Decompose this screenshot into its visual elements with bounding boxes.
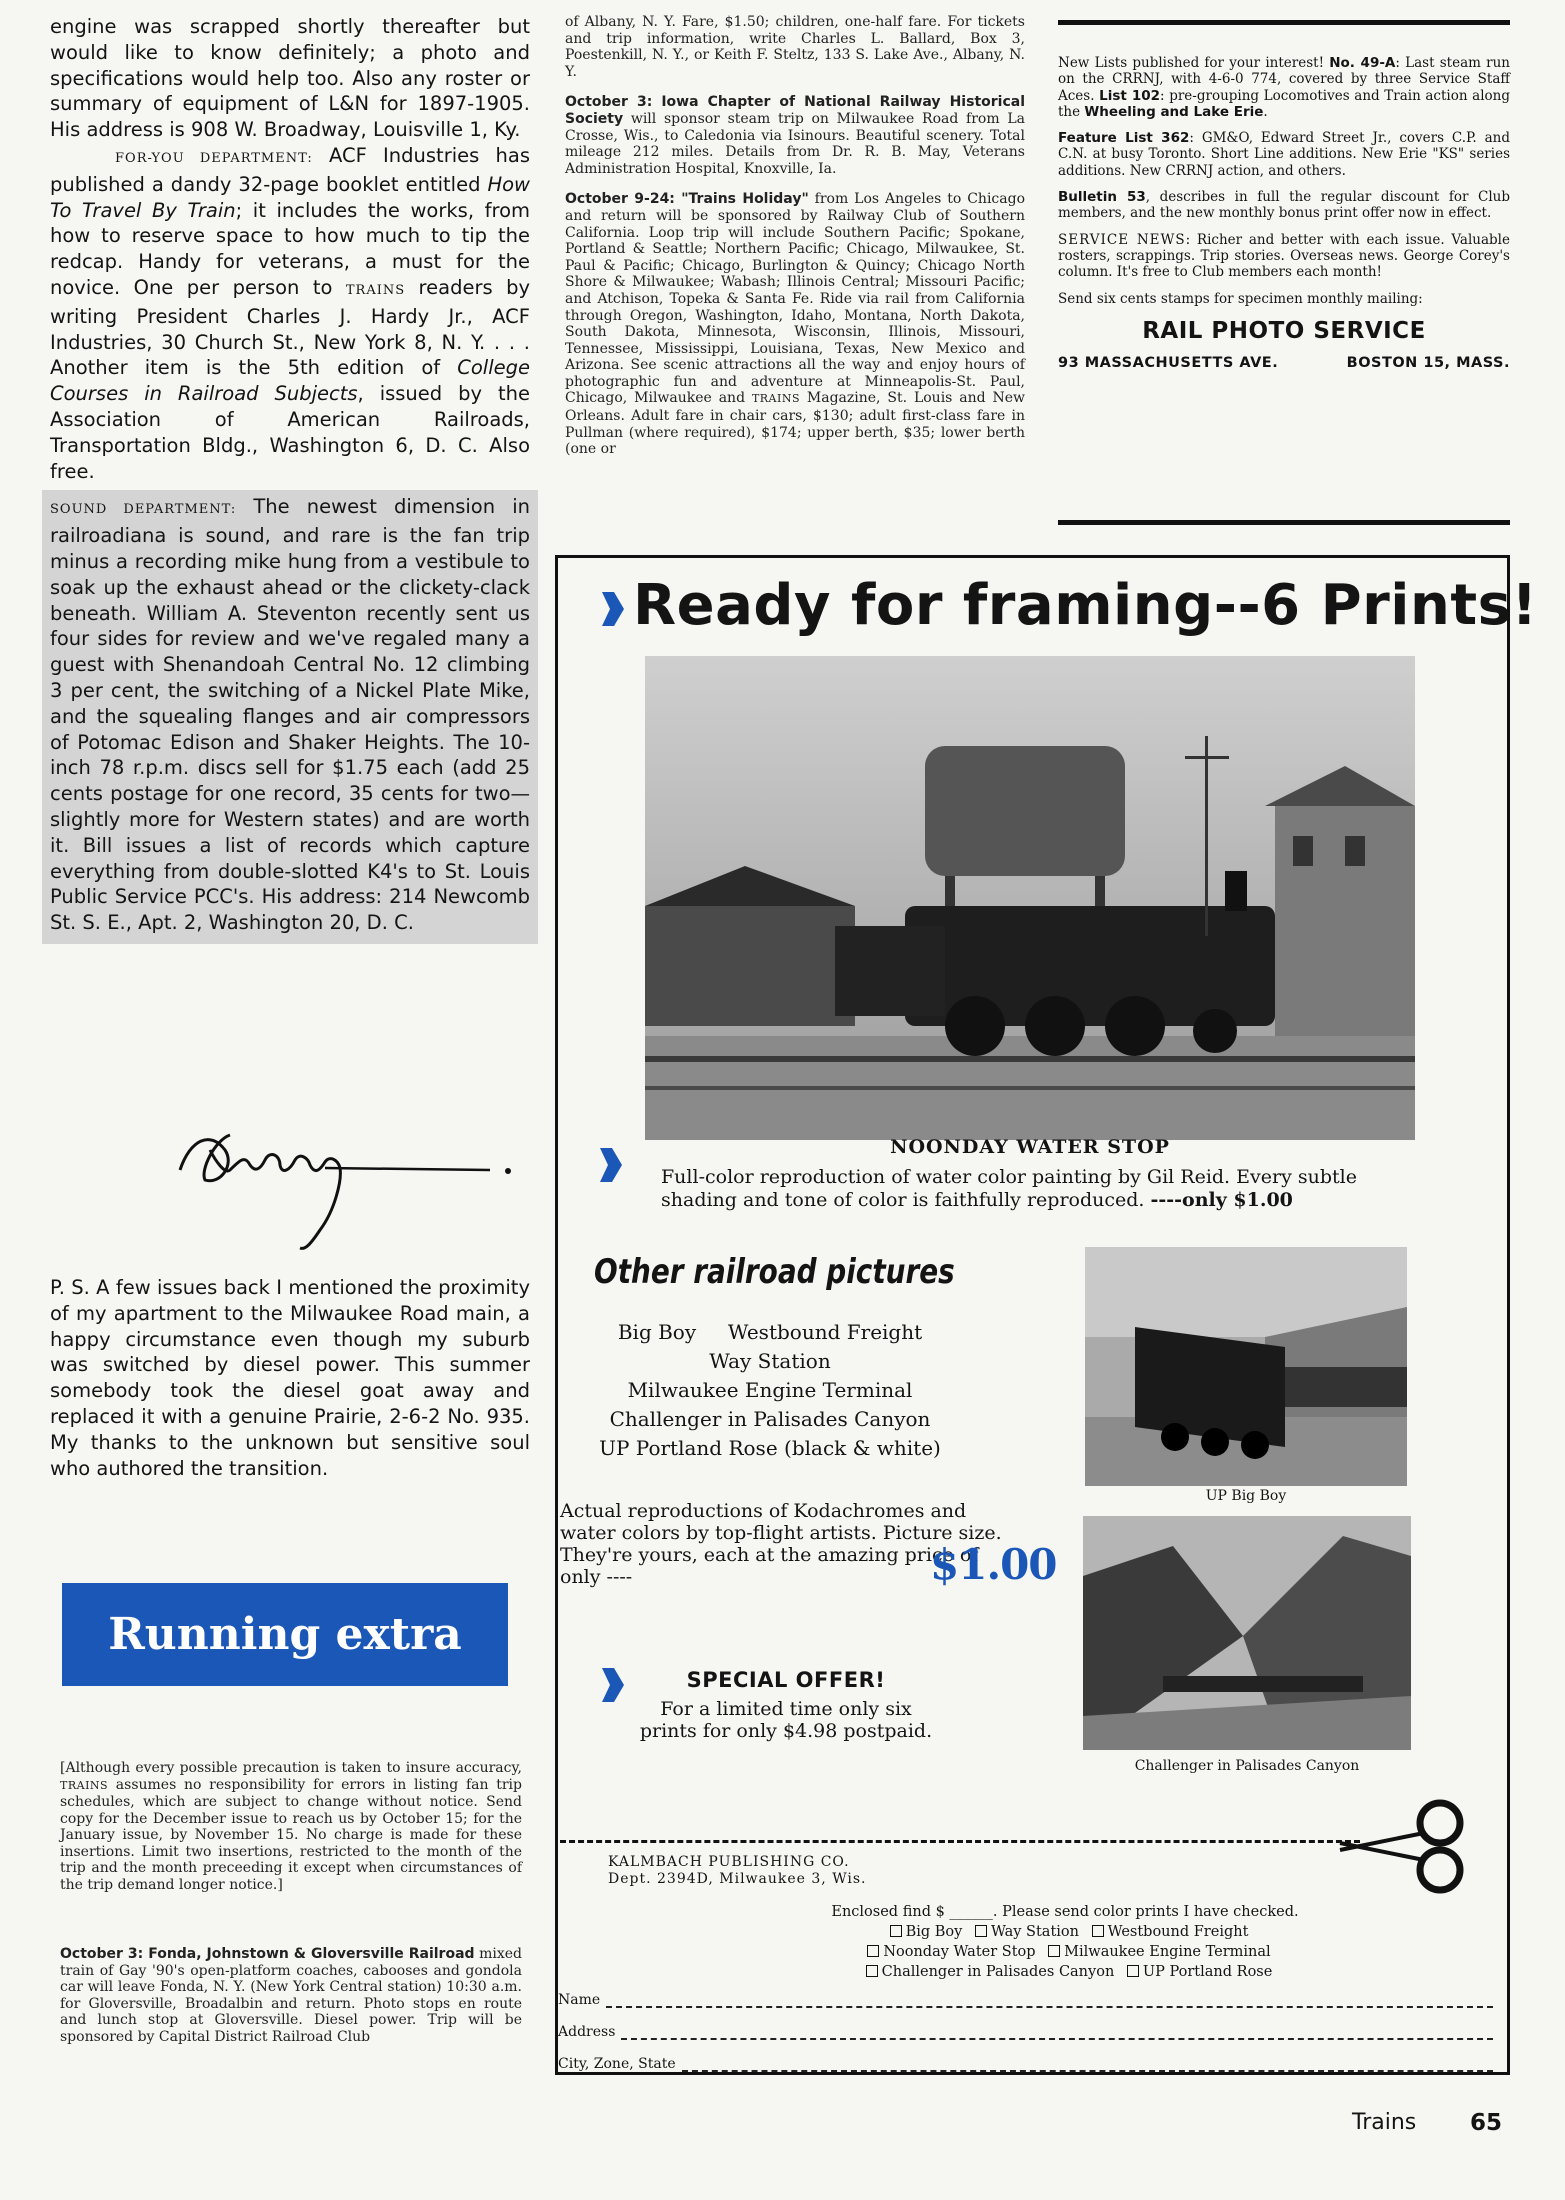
rail-photo-service-box <box>1058 20 1510 525</box>
rps-p2-b: : GM&O, Edward Street Jr., covers C.P. and C.N. at busy Toronto. Short Line additions. New Erie "KS" series additions. New CRRNJ action, and others. <box>1058 130 1510 179</box>
rps-p2-a: Feature List 362 <box>1058 130 1190 147</box>
iowa-text: will sponsor steam trip on Milwaukee Road from La Crosse, Wis., to Caledonia via Isinours. Beautiful scenery. Total mileage 212 miles. Details from Dr. R. B. May, Veterans Administration Hospital, Knoxville, Ia. <box>565 110 1025 177</box>
middle-column <box>565 14 1025 472</box>
sound-department-box <box>42 490 538 944</box>
blue-arrow-icon <box>598 1140 622 1190</box>
disclaimer-text-a: [Although every possible precaution is taken to insure accuracy, <box>60 1760 522 1776</box>
painting-price: ----only $1.00 <box>1150 1189 1293 1211</box>
ad-headline: Ready for framing--6 Prints! <box>633 573 1538 638</box>
rps-feature-list <box>1058 130 1510 179</box>
rps-city: BOSTON 15, MASS. <box>1346 355 1510 372</box>
sound-paragraph <box>50 494 530 936</box>
noonday-water-stop-painting <box>645 656 1415 1140</box>
picture-list <box>570 1318 970 1463</box>
college-courses-title: College Courses in Railroad Subjects <box>50 356 530 406</box>
fonda-text: mixed train of Gay '90's open-platform coaches, cabooses and gondola car will leave Fonda, N. Y. (New York Central station) 10:30 a.m. for Gloversville, Broadalbin and return. Photo stops en route and lunch stop at Gloversville. Diesel power. Trip will be sponsored by Capital District Railroad Club <box>60 1946 522 2045</box>
cut-line <box>560 1840 1360 1843</box>
painting-description <box>661 1166 1421 1212</box>
rps-p3-b: , describes in full the regular discount for Club members, and the new monthly bonus print offer now in effect. <box>1058 189 1510 222</box>
name-line[interactable] <box>606 1996 1493 2008</box>
for-you-text-3: readers by writing President Charles J. Hardy Jr., ACF Industries, 30 Church St., New York 8, N. Y. . . . Another item is the 5th edition of <box>50 275 530 380</box>
holiday-text-b: Magazine, St. Louis and New Orleans. Adult fare in chair cars, $130; adult first-class fare in Pullman (where required), $174; upper berth, $35; lower berth (one or <box>565 390 1025 458</box>
rps-address <box>1058 355 1510 371</box>
opt-noonday: Noonday Water Stop <box>883 1944 1036 1960</box>
list-item: Big Boy Westbound Freight <box>617 1320 923 1344</box>
challenger-palisades-photo <box>1083 1516 1411 1750</box>
for-you-text-4: , issued by the Association of American Railroads, Transportation Bldg., Washington 6, D. C. Also free. <box>50 382 530 483</box>
blue-arrow-icon <box>600 584 624 634</box>
rps-bulletin <box>1058 189 1510 222</box>
disclaimer-trains: TRAINS <box>60 1778 109 1792</box>
running-extra-title: Running extra <box>108 1609 462 1660</box>
checkbox-milwaukee[interactable] <box>1048 1945 1060 1957</box>
painting-title: NOONDAY WATER STOP <box>890 1136 1170 1158</box>
fonda-heading: October 3: Fonda, Johnstown & Gloversville Railroad <box>60 1946 475 1962</box>
rps-p4-a: SERVICE NEWS <box>1058 231 1186 248</box>
special-offer-text: For a limited time only six prints for only $4.98 postpaid. <box>639 1698 933 1742</box>
intro-paragraph: engine was scrapped shortly thereafter but would like to know definitely; a photo and specifications would help too. Also any roster or summary of equipment of L&N for 1897-1905. His address is 908 W. Broadway, Louisville 1, Ky. <box>50 15 530 142</box>
photo1-caption: UP Big Boy <box>1205 1488 1287 1504</box>
left-column <box>50 14 530 944</box>
special-offer-title: SPECIAL OFFER! <box>686 1668 886 1692</box>
city-line[interactable] <box>682 2060 1493 2072</box>
sound-label: SOUND DEPARTMENT: <box>50 502 237 518</box>
other-pictures-title: Other railroad pictures <box>594 1252 955 1292</box>
iowa-heading: October 3: Iowa Chapter of National Railway Historical Society <box>565 94 1025 127</box>
list-item: Way Station <box>709 1349 831 1373</box>
trains-holiday-listing <box>565 191 1025 458</box>
price-tag: $1.00 <box>930 1540 1057 1589</box>
magazine-name: Trains <box>1352 2110 1417 2135</box>
for-you-label: FOR-YOU DEPARTMENT: <box>115 150 313 166</box>
checkbox-way-station[interactable] <box>975 1925 987 1937</box>
fonda-listing <box>60 1946 522 2045</box>
options-row-2 <box>785 1942 1345 1962</box>
blue-arrow-icon <box>600 1660 624 1710</box>
rps-p1-b: No. 49-A <box>1329 55 1396 71</box>
running-extra-banner <box>62 1583 508 1686</box>
company-name: KALMBACH PUBLISHING CO. <box>608 1854 850 1870</box>
opt-portland-rose: UP Portland Rose <box>1142 1964 1273 1980</box>
checkbox-westbound-freight[interactable] <box>1092 1925 1104 1937</box>
rps-p1-f: Wheeling and Lake Erie <box>1084 103 1264 120</box>
actual-reproductions-text: Actual reproductions of Kodachromes and water colors by top-flight artists. Picture size. They're yours, each at the amazing price of only ---- <box>560 1500 1002 1588</box>
disclaimer <box>60 1760 522 1893</box>
holiday-heading: October 9-24: "Trains Holiday" <box>565 191 809 208</box>
holiday-trains: TRAINS <box>751 392 801 406</box>
holiday-text-a: from Los Angeles to Chicago and return will be sponsored by Railway Club of Southern California. Loop trip will include Southern Pacific; Spokane, Portland & Seattle; Northern Pacific; Chicago, Milwaukee, St. Paul & Pacific; Chicago, Burlington & Quincy; Chicago North Shore & Milwaukee; Wabash; Illinois Central; Missouri Pacific; and Atchison, Topeka & Santa Fe. Ride via rail from California through Oregon, Washington, Idaho, Montana, North Dakota, South Dakota, Minnesota, Wisconsin, Illinois, Missouri, Tennessee, Mississippi, Louisiana, Texas, New Mexico and Arizona. See scenic attractions all the way and enjoy hours of photographic fun and adventure at Minneapolis-St. Paul, Chicago, Milwaukee and <box>565 191 1025 407</box>
albany-continuation: of Albany, N. Y. Fare, $1.50; children, one-half fare. For tickets and trip information, write Charles L. Ballard, Box 3, Poestenkill, N. Y., or Keith F. Steltz, 133 S. Lake Ave., Albany, N. Y. <box>565 14 1025 80</box>
for-you-paragraph <box>50 143 530 484</box>
checkbox-challenger[interactable] <box>866 1965 878 1977</box>
disclaimer-text-b: assumes no responsibility for errors in listing fan trip schedules, which are subject to change without notice. Send copy for the December issue to reach us by October 15; for the January issue, by November 15. No charge is made for these insertions. Limit two insertions, restricted to the month of the trip and the month preceeding it except when circumstances of the trip demand longer notice.] <box>60 1776 522 1893</box>
rps-p1-g: . <box>1263 103 1268 120</box>
trains-smallcaps: TRAINS <box>345 282 406 298</box>
city-label: City, Zone, State <box>558 2056 676 2072</box>
opt-challenger: Challenger in Palisades Canyon <box>881 1964 1115 1980</box>
rps-lists <box>1058 55 1510 120</box>
list-item: Milwaukee Engine Terminal <box>627 1378 913 1402</box>
name-label: Name <box>558 1992 601 2008</box>
painting-desc-text: Full-color reproduction of water color painting by Gil Reid. Every subtle shading and tone of color is faithfully reproduced. <box>661 1166 1357 1211</box>
rps-street: 93 MASSACHUSETTS AVE. <box>1058 355 1279 372</box>
enclosed-line: Enclosed find $ ______. Please send color prints I have checked. <box>831 1904 1299 1920</box>
list-item: UP Portland Rose (black & white) <box>599 1436 941 1460</box>
rps-service-news <box>1058 232 1510 281</box>
rps-p3-a: Bulletin 53 <box>1058 189 1146 206</box>
list-item: Challenger in Palisades Canyon <box>609 1407 931 1431</box>
page-number: 65 <box>1470 2110 1503 2136</box>
sound-text: The newest dimension in railroadiana is sound, and rare is the fan trip minus a recording mike hung from a vestibule to soak up the exhaust ahead or the clickety-clack beneath. William A. Steventon recently sent us four sides for review and we've regaled many a guest with Shenandoah Central No. 12 climbing 3 per cent, the switching of a Nickel Plate Mike, and the squealing flanges and air compressors of Potomac Edison and Shaker Heights. The 10-inch 78 r.p.m. discs sell for $1.75 each (add 25 cents postage for one record, 35 cents for two—slightly more for Western states) and are worth it. Bill issues a list of records which capture everything from double-slotted K4's to St. Louis Public Service PCC's. His address: 214 Newcomb St. S. E., Apt. 2, Washington 20, D. C. <box>50 495 530 935</box>
checkbox-big-boy[interactable] <box>890 1925 902 1937</box>
order-form-company <box>608 1854 866 1888</box>
opt-way-station: Way Station <box>990 1924 1079 1940</box>
ps-paragraph: P. S. A few issues back I mentioned the proximity of my apartment to the Milwaukee Road main, a happy circumstance even though my suburb was switched by diesel power. This summer somebody took the diesel goat away and replaced it with a genuine Prairie, 2-6-2 No. 935. My thanks to the unknown but sensitive soul who authored the transition. <box>50 1276 530 1480</box>
rps-p1-e: : pre-grouping Locomotives and Train action along the <box>1058 87 1510 120</box>
rps-p1-d: List 102 <box>1099 87 1161 104</box>
booklet-title: How To Travel By Train <box>50 172 530 222</box>
opt-milwaukee: Milwaukee Engine Terminal <box>1064 1944 1271 1960</box>
options-row-3 <box>785 1962 1345 1982</box>
rps-title: RAIL PHOTO SERVICE <box>1142 317 1426 344</box>
opt-westbound-freight: Westbound Freight <box>1107 1924 1249 1940</box>
editor-signature <box>170 1100 550 1280</box>
checkbox-noonday[interactable] <box>867 1945 879 1957</box>
rps-p1-c: : Last steam run on the CRRNJ, with 4-6-0 774, covered by three Service Staff Aces. <box>1058 55 1510 104</box>
iowa-listing <box>565 94 1025 177</box>
company-dept: Dept. 2394D, Milwaukee 3, Wis. <box>608 1871 867 1887</box>
photo2-caption: Challenger in Palisades Canyon <box>1134 1758 1360 1774</box>
address-field[interactable] <box>558 2024 1493 2040</box>
up-big-boy-photo <box>1085 1247 1407 1486</box>
for-you-text-2: ; it includes the works, from how to reserve space to how much to tip the redcap. Handy for veterans, a must for the novice. One per person to <box>50 198 530 299</box>
opt-big-boy: Big Boy <box>905 1924 963 1940</box>
address-line[interactable] <box>621 2028 1493 2040</box>
address-label: Address <box>558 2024 616 2040</box>
scissors-icon <box>1330 1795 1470 1895</box>
order-form-options <box>785 1902 1345 1982</box>
rps-p1-a: New Lists published for your interest! <box>1058 55 1330 71</box>
city-field[interactable] <box>558 2056 1493 2072</box>
rps-p4-b: : Richer and better with each issue. Valuable rosters, scrappings. Trip stories. Overseas news. George Corey's column. It's free to Club members each month! <box>1058 231 1510 281</box>
options-row-1 <box>785 1922 1345 1942</box>
for-you-text-1: ACF Industries has published a dandy 32-page booklet entitled <box>50 143 531 196</box>
checkbox-portland-rose[interactable] <box>1127 1965 1139 1977</box>
name-field[interactable] <box>558 1992 1493 2008</box>
rps-send-stamps: Send six cents stamps for specimen monthly mailing: <box>1058 290 1423 307</box>
